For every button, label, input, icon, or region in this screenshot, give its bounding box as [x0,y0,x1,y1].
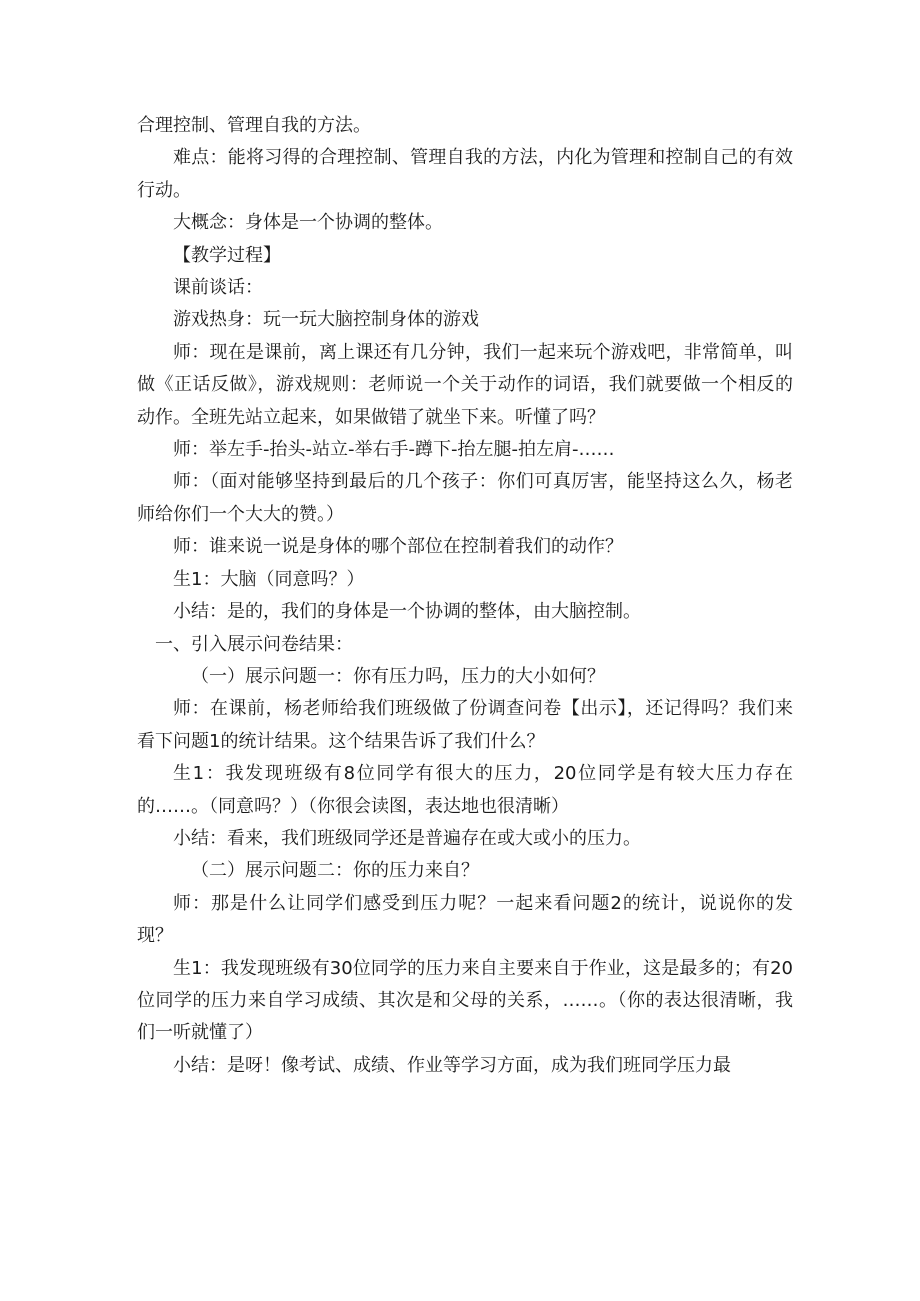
paragraph-summary-pressure: 小结：看来，我们班级同学还是普遍存在或大或小的压力。 [173,827,641,849]
paragraph-difficulty: 难点：能将习得的合理控制、管理自我的方法，内化为管理和控制自己的有效行动。 [137,147,793,201]
section-heading-survey: 一、引入展示问卷结果： [155,633,353,655]
paragraph-warmup-game: 游戏热身：玩一玩大脑控制身体的游戏 [173,309,479,331]
paragraph-big-concept: 大概念：身体是一个协调的整体。 [173,212,443,234]
paragraph-summary-study: 小结：是呀！像考试、成绩、作业等学习方面，成为我们班同学压力最 [173,1054,731,1076]
paragraph-method-end: 合理控制、管理自我的方法。 [137,115,371,136]
subsection-heading-question-two: （二）展示问题二：你的压力来自？ [191,860,479,882]
paragraph-pre-class-talk: 课前谈话： [173,277,263,299]
paragraph-summary-body: 小结：是的，我们的身体是一个协调的整体，由大脑控制。 [173,601,641,623]
paragraph-teacher-survey: 师：在课前，杨老师给我们班级做了份调查问卷【出示】，还记得吗？我们来看下问题1的统计结果。这个结果告诉了我们什么？ [137,698,793,752]
paragraph-teacher-rules: 师：现在是课前，离上课还有几分钟，我们一起来玩个游戏吧，非常简单，叫做《正话反做》，游戏规则：老师说一个关于动作的词语，我们就要做一个相反的动作。全班先站立起来，如果做错了就坐下来。听懂了吗？ [137,341,793,428]
paragraph-teacher-source-question: 师：那是什么让同学们感受到压力呢？一起来看问题2的统计，说说你的发现？ [137,892,793,947]
section-heading-teaching-process: 【教学过程】 [173,244,281,266]
paragraph-teacher-commands: 师：举左手-抬头-站立-举右手-蹲下-抬左腿-拍左肩-…… [173,439,615,461]
paragraph-student-answer-brain: 生1：大脑（同意吗？） [173,568,365,590]
paragraph-teacher-question: 师：谁来说一说是身体的哪个部位在控制着我们的动作？ [173,536,623,558]
document-body [137,110,793,1082]
subsection-heading-question-one: （一）展示问题一：你有压力吗，压力的大小如何？ [191,665,605,687]
paragraph-teacher-praise: 师：（面对能够坚持到最后的几个孩子：你们可真厉害，能坚持这么久，杨老师给你们一个大大的赞。） [137,471,793,525]
paragraph-student-answer-source: 生1：我发现班级有30位同学的压力来自主要来自于作业，这是最多的；有20位同学的压力来自学习成绩、其次是和父母的关系，……。（你的表达很清晰，我们一听就懂了） [137,957,793,1044]
paragraph-student-answer-pressure: 生1：我发现班级有8位同学有很大的压力，20位同学是有较大压力存在的……。（同意吗？）（你很会读图，表达地也很清晰） [137,763,793,817]
